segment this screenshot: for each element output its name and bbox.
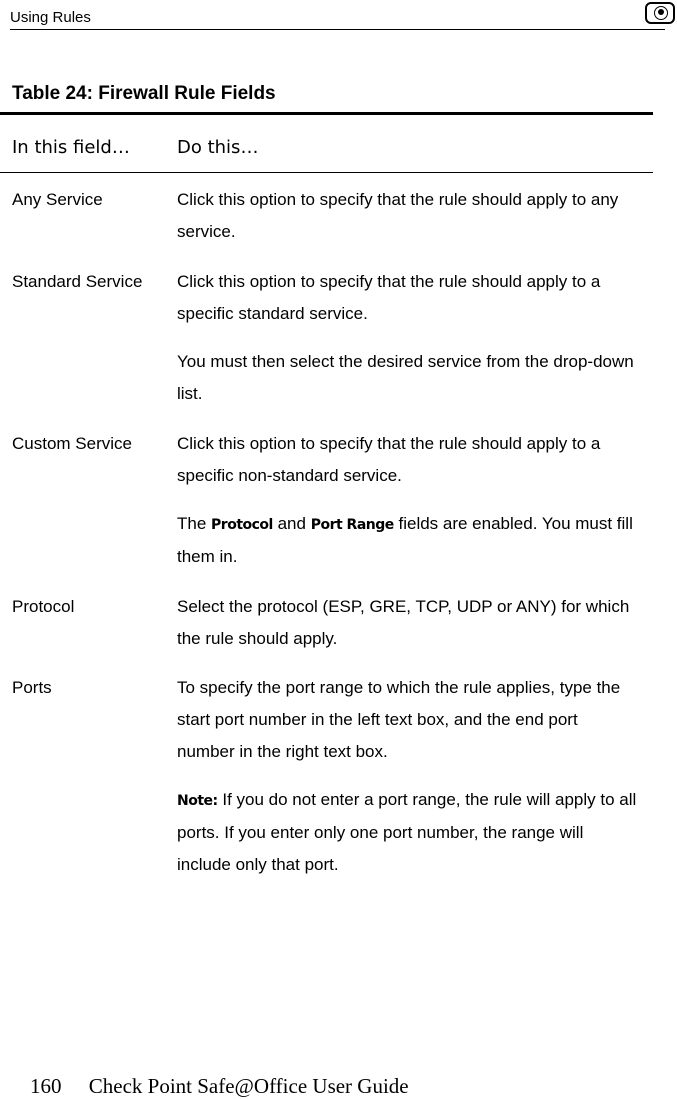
note-text: If you do not enter a port range, the rule will apply to all ports. If you enter only one port number, the range will include only that port. — [177, 790, 637, 874]
note-pre: The — [177, 514, 207, 533]
field-ports: Ports — [12, 678, 52, 697]
column-header-field: In this field… — [12, 137, 130, 158]
desc-standard-service: Click this option to specify that the rule should apply to a specific standard service. — [177, 272, 601, 323]
field-standard-service: Standard Service — [12, 272, 143, 291]
page-number: 160 — [30, 1074, 62, 1098]
desc-custom-service: Click this option to specify that the rule should apply to a specific non-standard service. — [177, 434, 601, 485]
note-post: fields are enabled. You must fill them in. — [177, 514, 633, 566]
table-header-rule — [0, 172, 653, 173]
desc-custom-service-note — [177, 508, 637, 573]
desc-ports: To specify the port range to which the rule applies, type the start port number in the left text box, and the end port number in the right text box. — [177, 678, 621, 761]
table-top-rule — [0, 112, 653, 115]
running-header — [10, 8, 665, 30]
field-custom-service: Custom Service — [12, 434, 132, 453]
desc-standard-service-2: You must then select the desired service from the drop-down list. — [177, 352, 634, 403]
table-title: Table 24: Firewall Rule Fields — [12, 83, 276, 104]
book-title: Check Point Safe@Office User Guide — [88, 1074, 409, 1098]
keyword-port-range: Port Range — [310, 517, 394, 533]
desc-protocol: Select the protocol (ESP, GRE, TCP, UDP or ANY) for which the rule should apply. — [177, 597, 630, 648]
eye-icon — [645, 2, 675, 24]
field-protocol: Protocol — [12, 597, 75, 616]
page-footer — [30, 1074, 409, 1099]
section-title: Using Rules — [10, 9, 91, 26]
eye-pupil — [658, 9, 664, 15]
note-mid: and — [277, 514, 306, 533]
keyword-protocol: Protocol — [211, 517, 273, 533]
eye-ring — [654, 6, 668, 20]
note-label: Note: — [177, 793, 218, 809]
column-header-action: Do this… — [177, 137, 259, 158]
desc-ports-note — [177, 784, 637, 881]
desc-any-service: Click this option to specify that the rule should apply to any service. — [177, 190, 619, 241]
field-any-service: Any Service — [12, 190, 103, 209]
